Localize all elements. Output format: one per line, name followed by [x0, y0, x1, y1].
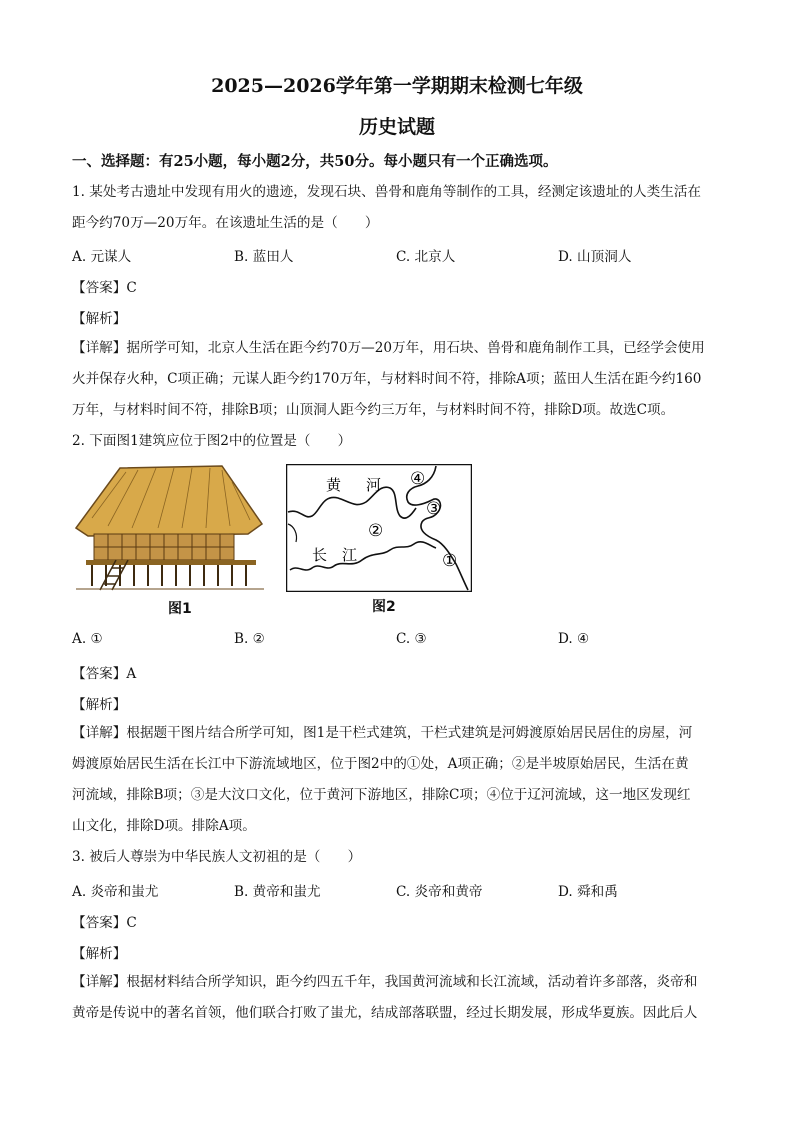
q1-stem-line2: 距今约70万—20万年。在该遗址生活的是（ ） [72, 215, 379, 231]
map-marker-4: ④ [410, 469, 426, 489]
map-marker-2: ② [368, 521, 384, 541]
q3-option-d: D. 舜和禹 [558, 884, 618, 900]
q1-detail-line2: 火并保存火种，C项正确；元谋人距今约170万年，与材料时间不符，排除A项；蓝田人生活在距今约160 [72, 371, 702, 387]
q3-option-a: A. 炎帝和蚩尤 [72, 884, 159, 900]
q1-answer: 【答案】C [72, 280, 137, 296]
q3-analysis-label: 【解析】 [72, 946, 127, 962]
section-heading: 一、选择题：有25小题，每小题2分，共50分。每小题只有一个正确选项。 [72, 153, 558, 170]
q2-detail-line4: 山文化，排除D项。排除A项。 [72, 818, 256, 834]
q2-option-d: D. ④ [558, 631, 590, 647]
q2-option-b: B. ② [234, 631, 265, 647]
q1-detail-line3: 万年，与材料时间不符，排除B项；山顶洞人距今约三万年，与材料时间不符，排除D项。故选C项。 [72, 402, 675, 418]
map-label-chang: 长 [312, 546, 328, 564]
q2-detail-line3: 河流域，排除B项；③是大汶口文化，位于黄河下游地区，排除C项；④位于辽河流域，这一地区发现红 [72, 787, 691, 803]
map-label-jiang: 江 [342, 546, 358, 564]
q3-detail-line1: 【详解】根据材料结合所学知识，距今约四五千年，我国黄河流域和长江流域，活动着许多部落，炎帝和 [72, 974, 698, 990]
q2-analysis-label: 【解析】 [72, 697, 127, 713]
exam-title: 2025—2026学年第一学期期末检测七年级 [211, 75, 583, 97]
map-marker-1: ① [442, 551, 458, 571]
q3-answer: 【答案】C [72, 915, 137, 931]
map-label-huang: 黄 [326, 476, 342, 494]
map-figure [286, 464, 472, 592]
q2-detail-line1: 【详解】根据题干图片结合所学可知，图1是干栏式建筑，干栏式建筑是河姆渡原始居民居住的房屋，河 [72, 725, 693, 741]
q3-option-b: B. 黄帝和蚩尤 [234, 884, 321, 900]
q2-answer: 【答案】A [72, 666, 137, 682]
map-marker-3: ③ [426, 499, 442, 519]
q2-detail-line2: 姆渡原始居民生活在长江中下游流域地区，位于图2中的①处，A项正确；②是半坡原始居民，生活在黄 [72, 756, 689, 772]
stilt-house-image [72, 462, 268, 592]
q3-stem: 3. 被后人尊崇为中华民族人文初祖的是（ ） [72, 849, 362, 865]
q3-option-c: C. 炎帝和黄帝 [396, 884, 483, 900]
q1-option-a: A. 元谋人 [72, 249, 132, 265]
q1-analysis-label: 【解析】 [72, 311, 127, 327]
q1-option-d: D. 山顶洞人 [558, 249, 632, 265]
fig2-caption: 图2 [372, 599, 396, 615]
subject-title: 历史试题 [358, 116, 435, 138]
q3-detail-line2: 黄帝是传说中的著名首领，他们联合打败了蚩尤，结成部落联盟，经过长期发展，形成华夏族。因此后人 [72, 1005, 698, 1021]
fig1-caption: 图1 [168, 601, 192, 617]
map-label-he: 河 [366, 476, 382, 494]
q1-detail-line1: 【详解】据所学可知，北京人生活在距今约70万—20万年，用石块、兽骨和鹿角制作工具，已经学会使用 [72, 340, 705, 356]
q2-stem: 2. 下面图1建筑应位于图2中的位置是（ ） [72, 433, 352, 449]
q1-option-b: B. 蓝田人 [234, 249, 294, 265]
q1-stem-line1: 1. 某处考古遗址中发现有用火的遗迹，发现石块、兽骨和鹿角等制作的工具，经测定该遗址的人类生活在 [72, 184, 702, 200]
q2-option-c: C. ③ [396, 631, 427, 647]
q2-option-a: A. ① [72, 631, 103, 647]
q1-option-c: C. 北京人 [396, 249, 456, 265]
